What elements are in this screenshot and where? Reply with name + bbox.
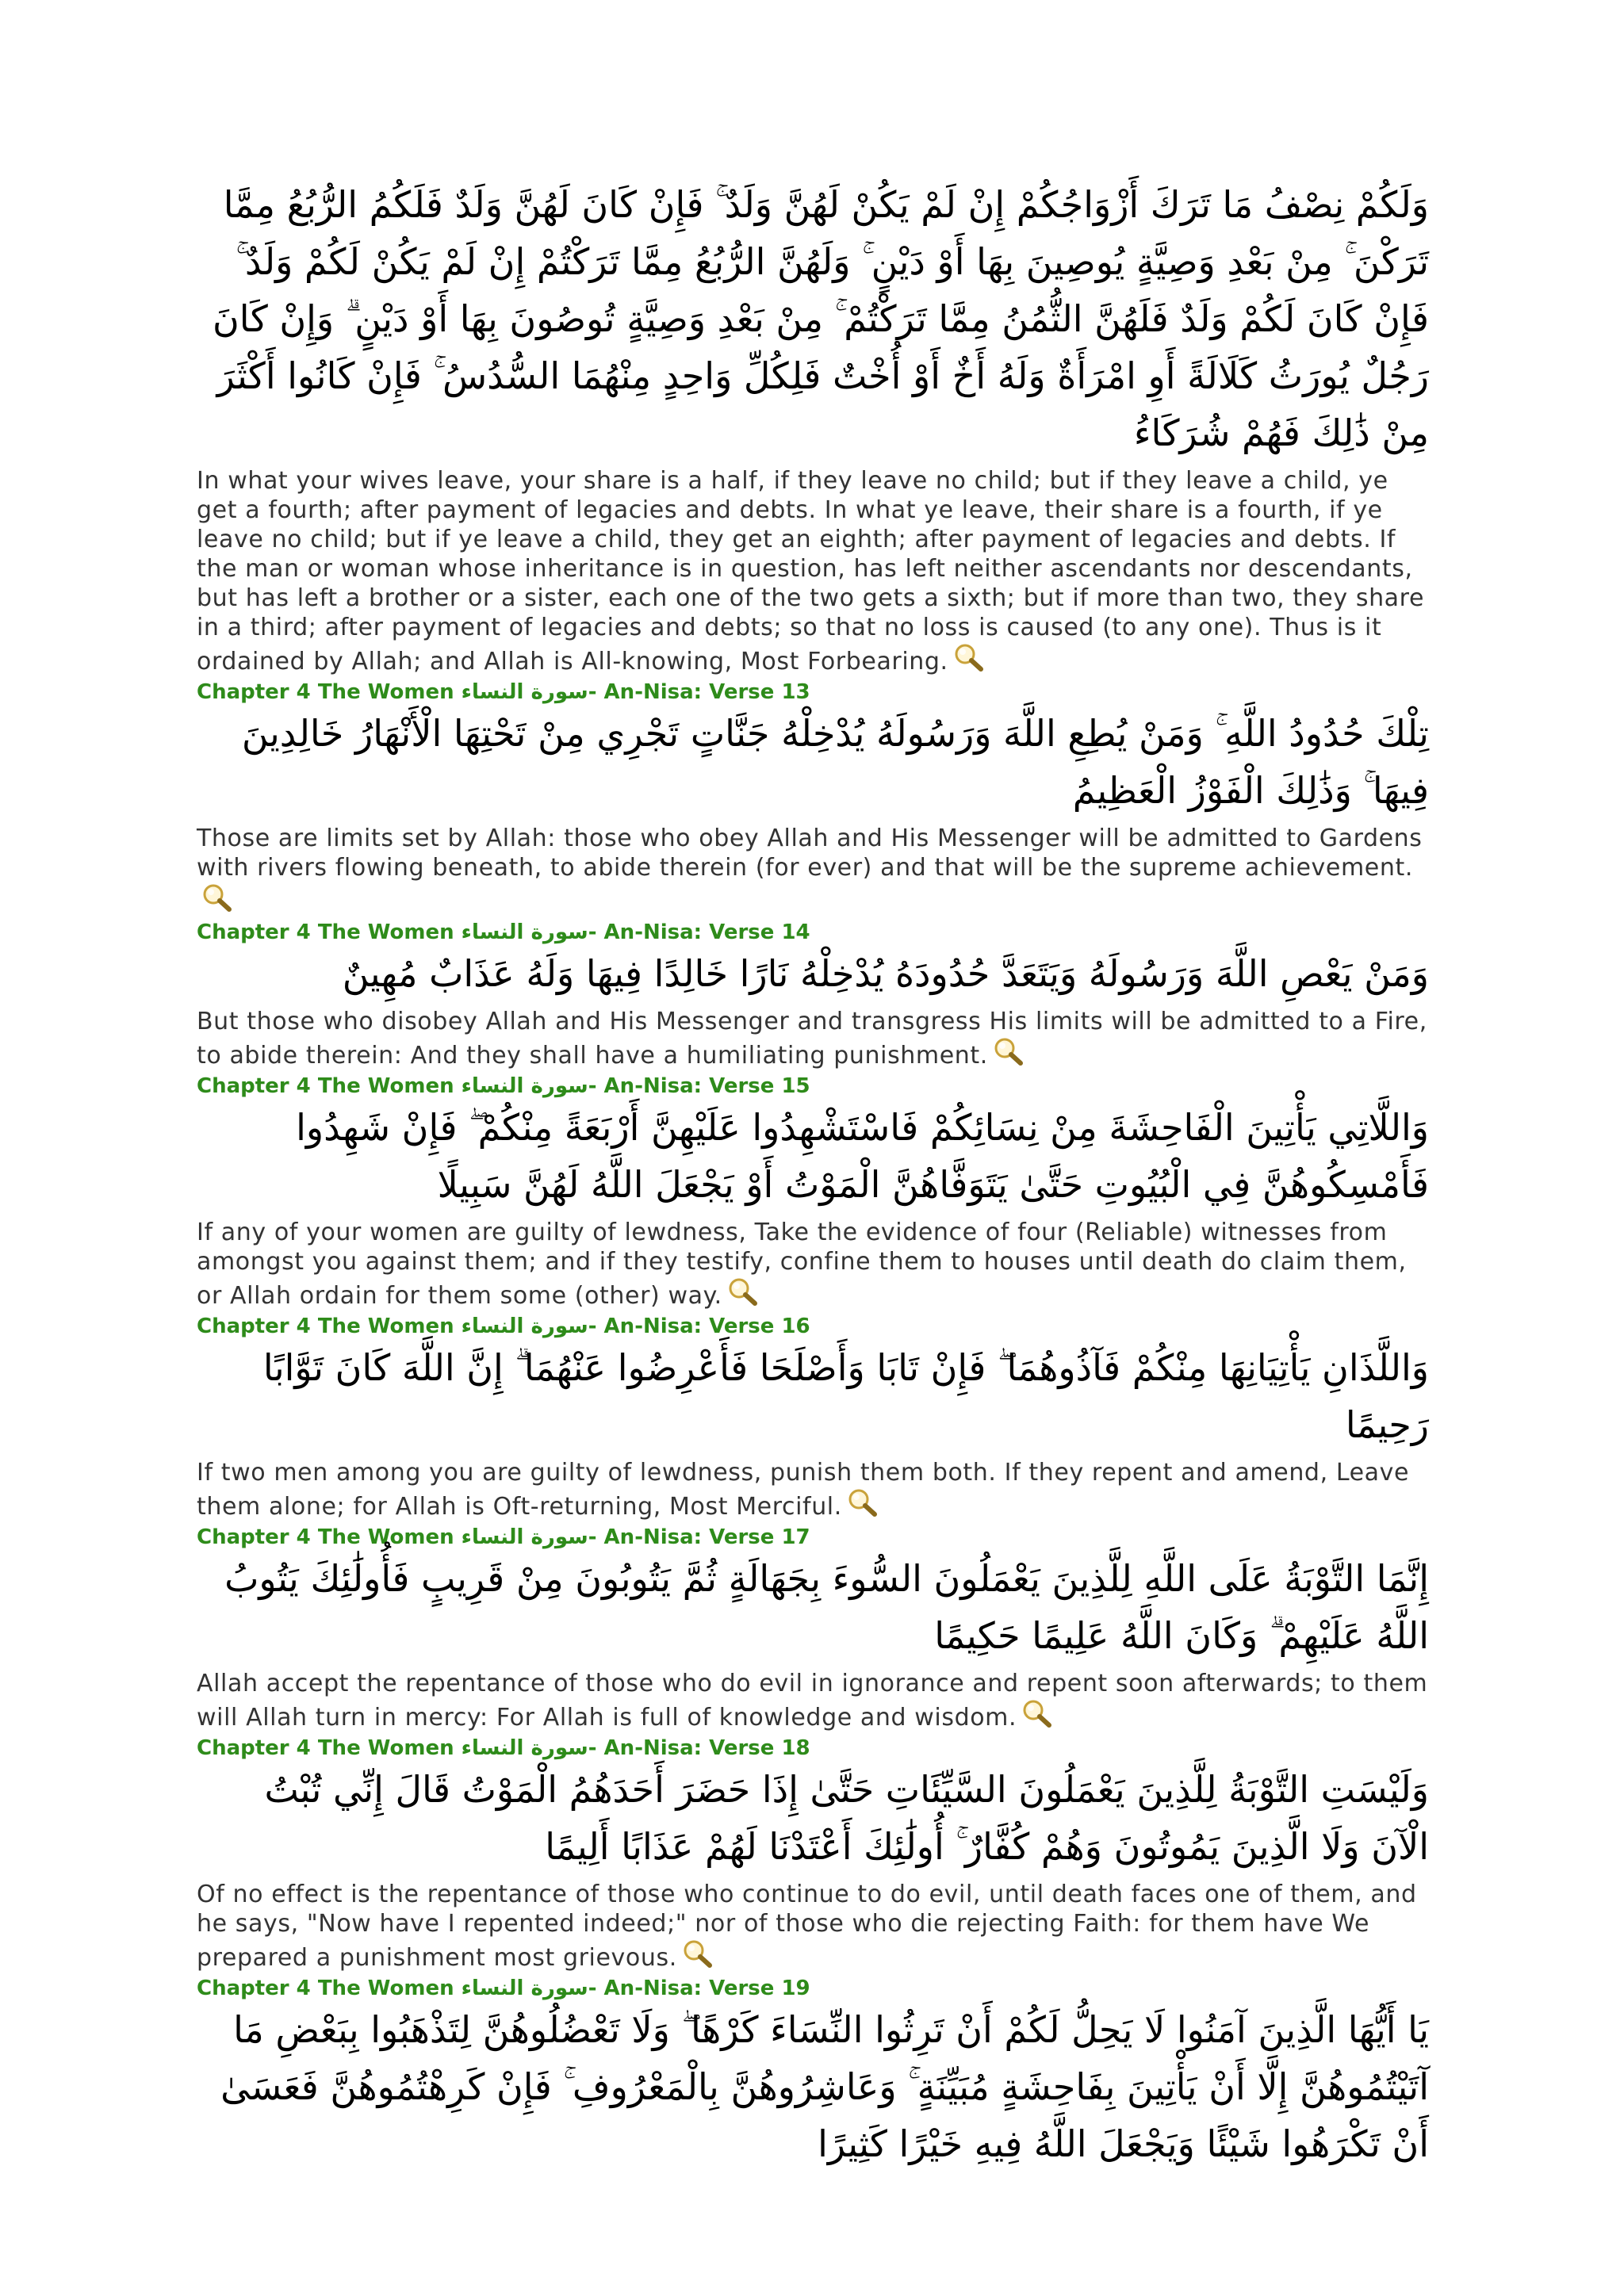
- translation-text: [197, 1669, 1429, 1732]
- translation-body: If two men among you are guilty of lewdness, punish them both. If they repent and amend, Leave them alone; for Allah is Oft-returning, Most Merciful.: [197, 1459, 1410, 1521]
- translation-text: [197, 466, 1429, 676]
- heading-surah-arabic: سورة النساء: [461, 1736, 588, 1760]
- heading-chapter: Chapter 4 The Women: [197, 1074, 462, 1098]
- verse-block-17: [197, 1525, 1429, 1732]
- heading-surah-arabic: سورة النساء: [461, 1525, 588, 1549]
- verse-heading: [197, 1976, 1429, 2001]
- heading-chapter: Chapter 4 The Women: [197, 1525, 462, 1549]
- verse-block-14: [197, 920, 1429, 1070]
- verse-heading: [197, 1735, 1429, 1761]
- heading-verse-number: - An-Nisa: Verse 14: [588, 920, 810, 944]
- arabic-text: إِنَّمَا التَّوْبَةُ عَلَى اللَّهِ لِلَّذِينَ يَعْمَلُونَ السُّوءَ بِجَهَالَةٍ ثُمَّ يَتُوبُونَ مِنْ قَرِيبٍ فَأُولَٰئِكَ يَتُوبُ اللَّهُ عَلَيْهِمْ ۗ وَكَانَ اللَّهُ عَلِيمًا حَكِيمًا: [224, 1557, 1429, 1657]
- translation-text: [197, 1880, 1429, 1973]
- translation-body: If any of your women are guilty of lewdness, Take the evidence of four (Reliable) witnesses from amongst you against them; and if they testify, confine them to houses until death do claim them, or Allah ordain for them some (other) way.: [197, 1219, 1407, 1310]
- magnifier-icon[interactable]: [727, 1276, 759, 1307]
- verse-block-12: [197, 176, 1429, 676]
- arabic-text: وَلَيْسَتِ التَّوْبَةُ لِلَّذِينَ يَعْمَلُونَ السَّيِّئَاتِ حَتَّىٰ إِذَا حَضَرَ أَحَدَهُمُ الْمَوْتُ قَالَ إِنِّي تُبْتُ الْآنَ وَلَا الَّذِينَ يَمُوتُونَ وَهُمْ كُفَّارٌ ۚ أُولَٰئِكَ أَعْتَدْنَا لَهُمْ عَذَابًا أَلِيمًا: [264, 1768, 1429, 1868]
- magnifier-icon[interactable]: [201, 882, 233, 913]
- arabic-text: يَا أَيُّهَا الَّذِينَ آمَنُوا لَا يَحِلُّ لَكُمْ أَنْ تَرِثُوا النِّسَاءَ كَرْهًا ۖ وَلَا تَعْضُلُوهُنَّ لِتَذْهَبُوا بِبَعْضِ مَا آتَيْتُمُوهُنَّ إِلَّا أَنْ يَأْتِينَ بِفَاحِشَةٍ مُبَيِّنَةٍ ۚ وَعَاشِرُوهُنَّ بِالْمَعْرُوفِ ۚ فَإِنْ كَرِهْتُمُوهُنَّ فَعَسَىٰ أَنْ تَكْرَهُوا شَيْئًا وَيَجْعَلَ اللَّهُ فِيهِ خَيْرًا كَثِيرًا: [220, 2008, 1429, 2165]
- verse-heading: [197, 920, 1429, 945]
- heading-surah-arabic: سورة النساء: [461, 1314, 588, 1338]
- heading-surah-arabic: سورة النساء: [461, 1976, 588, 2000]
- heading-chapter: Chapter 4 The Women: [197, 1314, 462, 1338]
- document-page: [197, 176, 1429, 2174]
- arabic-text: وَاللَّاتِي يَأْتِينَ الْفَاحِشَةَ مِنْ نِسَائِكُمْ فَاسْتَشْهِدُوا عَلَيْهِنَّ أَرْبَعَةً مِنْكُمْ ۖ فَإِنْ شَهِدُوا فَأَمْسِكُوهُنَّ فِي الْبُيُوتِ حَتَّىٰ يَتَوَفَّاهُنَّ الْمَوْتُ أَوْ يَجْعَلَ اللَّهُ لَهُنَّ سَبِيلًا: [296, 1106, 1429, 1206]
- translation-text: [197, 824, 1429, 916]
- arabic-text: وَاللَّذَانِ يَأْتِيَانِهَا مِنْكُمْ فَآذُوهُمَا ۖ فَإِنْ تَابَا وَأَصْلَحَا فَأَعْرِضُوا عَنْهُمَا ۗ إِنَّ اللَّهَ كَانَ تَوَّابًا رَحِيمًا: [262, 1346, 1429, 1446]
- translation-text: [197, 1458, 1429, 1521]
- verse-block-18: [197, 1735, 1429, 1973]
- heading-chapter: Chapter 4 The Women: [197, 1976, 462, 2000]
- heading-chapter: Chapter 4 The Women: [197, 680, 462, 704]
- verse-block-19: [197, 1976, 1429, 2172]
- translation-body: Of no effect is the repentance of those who continue to do evil, until death faces one of them, and he says, "Now have I repented indeed;" nor of those who die rejecting Faith: for them have We prepared a punishment most grievous.: [197, 1881, 1417, 1972]
- magnifier-icon[interactable]: [993, 1036, 1025, 1066]
- translation-body: In what your wives leave, your share is a half, if they leave no child; but if they leave a child, ye get a fourth; after payment of legacies and debts. In what ye leave, their share is a fourth, if ye leave no child; but if ye leave a child, they get an eighth; after payment of legacies and debts. If the man or woman whose inheritance is in question, has left neither ascendants nor descendants, but has left a brother or a sister, each one of the two gets a sixth; but if more than two, they share in a third; after payment of legacies and debts; so that no loss is caused (to any one). Thus is it ordained by Allah; and Allah is All-knowing, Most Forbearing.: [197, 467, 1425, 675]
- verse-heading: [197, 1525, 1429, 1550]
- translation-body: Those are limits set by Allah: those who obey Allah and His Messenger will be admitted to Gardens with rivers flowing beneath, to abide therein (for ever) and that will be the supreme achievement.: [197, 825, 1423, 882]
- magnifier-icon[interactable]: [1021, 1698, 1053, 1728]
- verse-heading: [197, 1314, 1429, 1339]
- arabic-text: وَلَكُمْ نِصْفُ مَا تَرَكَ أَزْوَاجُكُمْ إِنْ لَمْ يَكُنْ لَهُنَّ وَلَدٌ ۚ فَإِنْ كَانَ لَهُنَّ وَلَدٌ فَلَكُمُ الرُّبُعُ مِمَّا تَرَكْنَ ۚ مِنْ بَعْدِ وَصِيَّةٍ يُوصِينَ بِهَا أَوْ دَيْنٍ ۚ وَلَهُنَّ الرُّبُعُ مِمَّا تَرَكْتُمْ إِنْ لَمْ يَكُنْ لَكُمْ وَلَدٌ ۚ فَإِنْ كَانَ لَكُمْ وَلَدٌ فَلَهُنَّ الثُّمُنُ مِمَّا تَرَكْتُمْ ۚ مِنْ بَعْدِ وَصِيَّةٍ تُوصُونَ بِهَا أَوْ دَيْنٍ ۗ وَإِنْ كَانَ رَجُلٌ يُورَثُ كَلَالَةً أَوِ امْرَأَةٌ وَلَهُ أَخٌ أَوْ أُخْتٌ فَلِكُلِّ وَاحِدٍ مِنْهُمَا السُّدُسُ ۚ فَإِنْ كَانُوا أَكْثَرَ مِنْ ذَٰلِكَ فَهُمْ شُرَكَاءُ: [213, 183, 1429, 454]
- verse-block-16: [197, 1314, 1429, 1521]
- magnifier-icon[interactable]: [953, 642, 985, 672]
- translation-body: Allah accept the repentance of those who do evil in ignorance and repent soon afterwards; to them will Allah turn in mercy: For Allah is full of knowledge and wisdom.: [197, 1670, 1428, 1732]
- heading-verse-number: - An-Nisa: Verse 15: [588, 1074, 810, 1098]
- magnifier-icon[interactable]: [847, 1487, 879, 1517]
- heading-verse-number: - An-Nisa: Verse 17: [588, 1525, 810, 1549]
- heading-surah-arabic: سورة النساء: [461, 920, 588, 944]
- translation-text: [197, 1007, 1429, 1070]
- heading-verse-number: - An-Nisa: Verse 19: [588, 1976, 810, 2000]
- verse-heading: [197, 1073, 1429, 1099]
- heading-surah-arabic: سورة النساء: [461, 680, 588, 704]
- heading-surah-arabic: سورة النساء: [461, 1074, 588, 1098]
- translation-body: But those who disobey Allah and His Messenger and transgress His limits will be admitted to a Fire, to abide therein: And they shall have a humiliating punishment.: [197, 1008, 1427, 1070]
- verse-heading: [197, 679, 1429, 705]
- magnifier-icon[interactable]: [682, 1938, 714, 1969]
- heading-verse-number: - An-Nisa: Verse 16: [588, 1314, 810, 1338]
- heading-chapter: Chapter 4 The Women: [197, 1736, 462, 1760]
- arabic-text: تِلْكَ حُدُودُ اللَّهِ ۚ وَمَنْ يُطِعِ اللَّهَ وَرَسُولَهُ يُدْخِلْهُ جَنَّاتٍ تَجْرِي مِنْ تَحْتِهَا الْأَنْهَارُ خَالِدِينَ فِيهَا ۚ وَذَٰلِكَ الْفَوْزُ الْعَظِيمُ: [241, 712, 1429, 812]
- heading-verse-number: - An-Nisa: Verse 13: [588, 680, 810, 704]
- arabic-text: وَمَنْ يَعْصِ اللَّهَ وَرَسُولَهُ وَيَتَعَدَّ حُدُودَهُ يُدْخِلْهُ نَارًا خَالِدًا فِيهَا وَلَهُ عَذَابٌ مُهِينٌ: [342, 952, 1429, 995]
- heading-verse-number: - An-Nisa: Verse 18: [588, 1736, 810, 1760]
- verse-block-15: [197, 1073, 1429, 1311]
- heading-chapter: Chapter 4 The Women: [197, 920, 462, 944]
- translation-text: [197, 1218, 1429, 1311]
- verse-block-13: [197, 679, 1429, 916]
